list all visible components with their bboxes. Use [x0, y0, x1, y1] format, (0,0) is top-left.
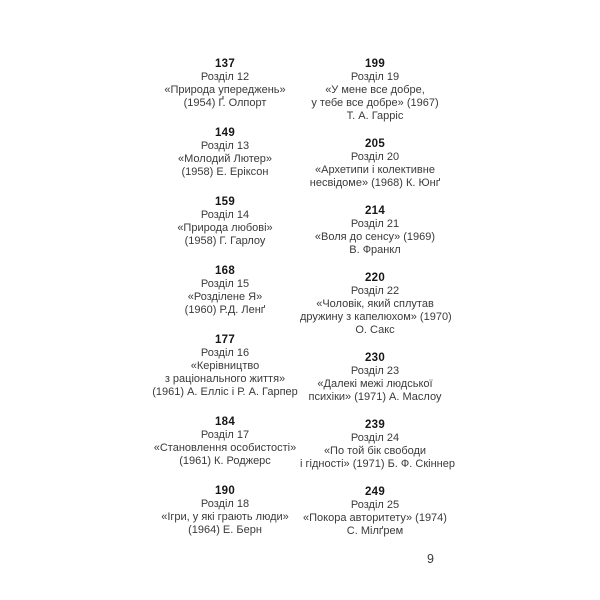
toc-entry-line: (1961) К. Роджерс: [179, 455, 271, 467]
toc-entry-page-number: 177: [214, 334, 236, 346]
toc-entry-chapter: Розділ 25: [350, 499, 400, 511]
toc-entry-line: «Природа упереджень»: [164, 84, 286, 96]
toc-entry: [300, 138, 450, 190]
toc-entry-line: С. Мілґрем: [346, 525, 404, 537]
toc-entry-line: (1954) Ґ. Олпорт: [183, 97, 267, 109]
toc-entry-chapter: Розділ 16: [200, 347, 250, 359]
toc-entry: [300, 486, 450, 538]
toc-entry: [150, 265, 300, 317]
toc-entry-page-number: 230: [364, 352, 386, 364]
toc-entry-chapter: Розділ 18: [200, 498, 250, 510]
toc-entry-line: «Становлення особистості»: [153, 442, 297, 454]
toc-entry-chapter: Розділ 12: [200, 71, 250, 83]
toc-entry-chapter: Розділ 17: [200, 429, 250, 441]
toc-entry-line: (1960) Р.Д. Ленґ: [184, 304, 266, 316]
toc-entry-chapter: Розділ 15: [200, 278, 250, 290]
toc-entry-page-number: 137: [214, 58, 236, 70]
toc-entry-page-number: 239: [364, 419, 386, 431]
toc-entry: [150, 485, 300, 537]
toc-entry: [150, 334, 300, 399]
toc-entry: [300, 352, 450, 404]
toc-entry-page-number: 149: [214, 127, 236, 139]
toc-column-left: [150, 58, 300, 554]
toc-entry-line: несвідоме» (1968) К. Юнґ: [309, 177, 441, 189]
toc-entry-line: «У мене все добре,: [325, 84, 425, 96]
toc-entry-line: «Чоловік, який сплутав: [316, 298, 434, 310]
toc-entry-line: (1958) Е. Еріксон: [181, 166, 269, 178]
toc-entry: [150, 58, 300, 110]
toc-entry-page-number: 220: [364, 272, 386, 284]
page-number: 9: [427, 552, 434, 566]
toc-entry: [300, 205, 450, 257]
toc-entry-line: «Молодий Лютер»: [178, 153, 272, 165]
toc-entry-line: «Керівництво: [190, 360, 260, 372]
toc-entry-line: Т. А. Гарріс: [346, 110, 404, 122]
toc-entry-line: «Воля до сенсу» (1969): [314, 231, 436, 243]
toc-entry-line: «Архетипи і колективне: [315, 164, 435, 176]
toc-entry-chapter: Розділ 21: [350, 218, 400, 230]
toc-entry-page-number: 159: [214, 196, 236, 208]
toc-entry-chapter: Розділ 14: [200, 209, 250, 221]
toc-entry: [150, 127, 300, 179]
toc-entry-page-number: 190: [214, 485, 236, 497]
toc-entry-chapter: Розділ 13: [200, 140, 250, 152]
toc-entry-page-number: 168: [214, 265, 236, 277]
toc-entry-chapter: Розділ 19: [350, 71, 400, 83]
toc-entry: [150, 416, 300, 468]
toc-entry-line: «Природа любові»: [177, 222, 273, 234]
toc-entry-line: «Ігри, у які грають люди»: [161, 511, 289, 523]
toc-entry-chapter: Розділ 24: [350, 432, 400, 444]
toc-entry: [300, 272, 450, 337]
toc-entry-line: «Далекі межі людської: [317, 378, 433, 390]
toc-entry-page-number: 205: [364, 138, 386, 150]
toc-entry-chapter: Розділ 22: [350, 285, 400, 297]
toc-entry-line: (1958) Г. Гарлоу: [184, 235, 266, 247]
toc-entry-line: О. Сакс: [355, 324, 395, 336]
toc-entry-page-number: 214: [364, 205, 386, 217]
toc-entry-line: «По той бік свободи: [323, 445, 427, 457]
toc-entry-line: психіки» (1971) А. Маслоу: [308, 391, 442, 403]
toc-entry: [150, 196, 300, 248]
toc-column-right: [300, 58, 455, 553]
toc-entry-line: «Розділене Я»: [187, 291, 263, 303]
toc-entry-line: (1964) Е. Берн: [188, 524, 262, 536]
toc-entry-line: з раціонального життя»: [164, 373, 286, 385]
toc-entry-line: «Покора авторитету» (1974): [303, 512, 447, 524]
toc-entry-page-number: 249: [364, 486, 386, 498]
toc-entry-chapter: Розділ 20: [350, 151, 400, 163]
toc-entry-line: (1961) А. Елліс і Р. А. Гарпер: [152, 386, 298, 398]
toc-entry: [300, 419, 455, 471]
toc-entry-line: у тебе все добре» (1967): [311, 97, 439, 109]
toc-entry-line: і гідності» (1971) Б. Ф. Скіннер: [300, 458, 455, 470]
toc-entry-line: дружину з капелюхом» (1970): [300, 311, 452, 323]
toc-entry-page-number: 199: [364, 58, 386, 70]
toc-entry: [300, 58, 450, 123]
toc-entry-chapter: Розділ 23: [350, 365, 400, 377]
toc-entry-page-number: 184: [214, 416, 236, 428]
toc-entry-line: В. Франкл: [349, 244, 401, 256]
